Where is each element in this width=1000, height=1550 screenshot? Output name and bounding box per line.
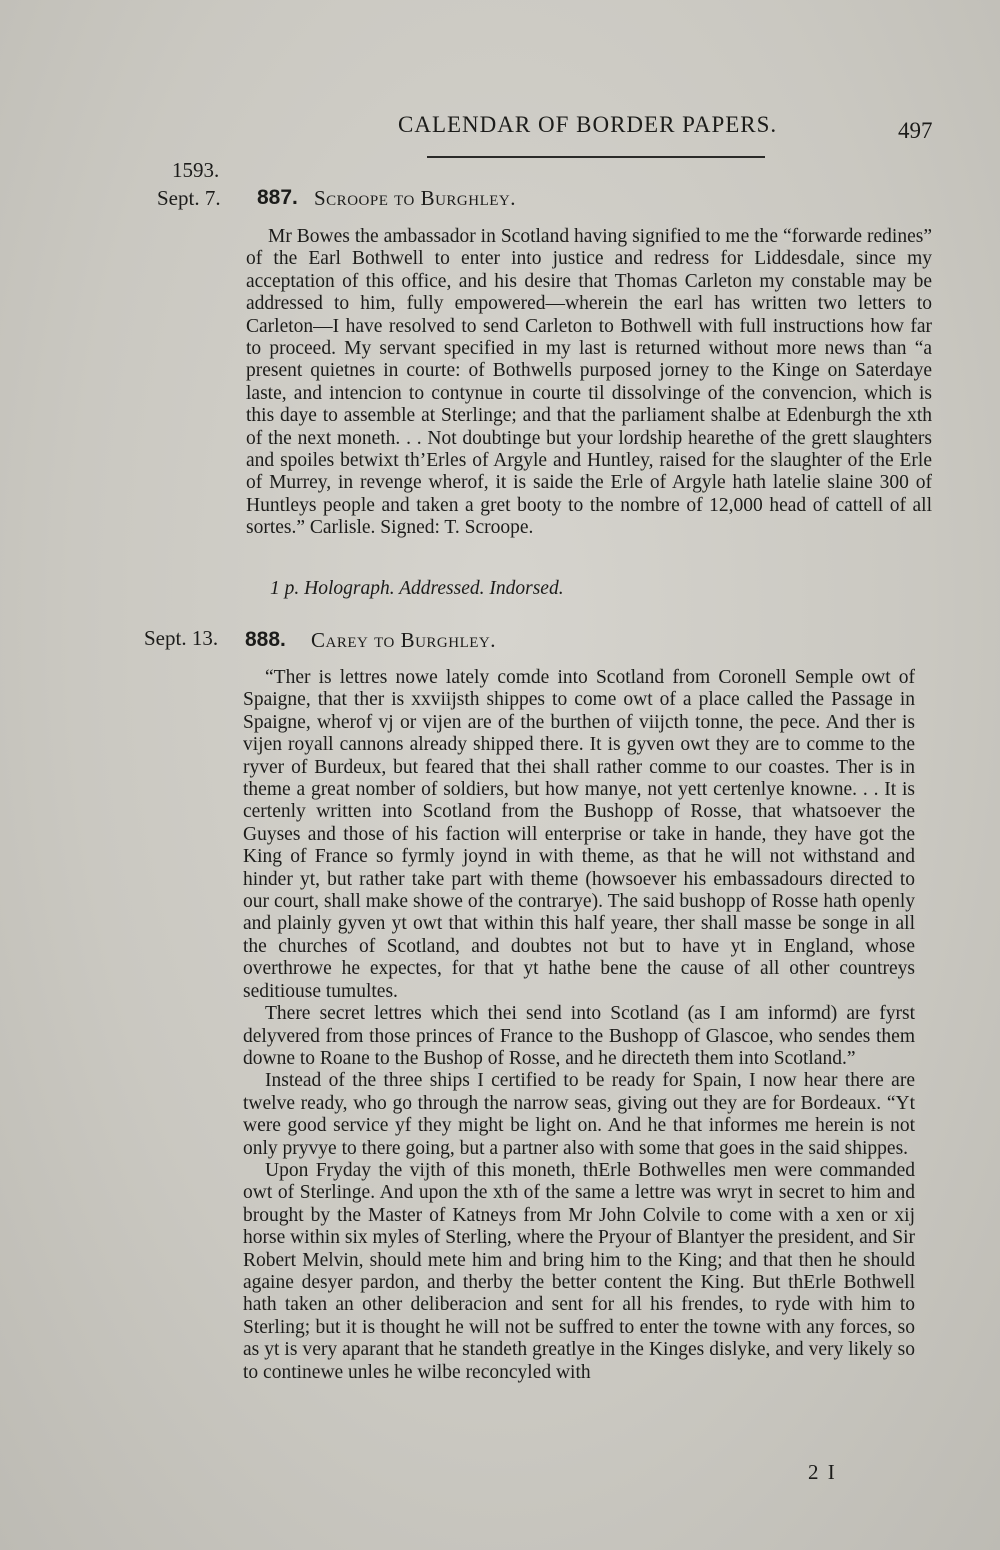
entry-date: Sept. 13. — [144, 626, 219, 650]
entry-title: Carey to Burghley. — [311, 628, 496, 652]
entry-text — [243, 667, 915, 1384]
note-text: Holograph. Addressed. Indorsed. — [304, 578, 564, 599]
paragraph: “Ther is lettres nowe lately comde into Scotland from Coronell Semple owt of Spaigne, that ther is xxviijsth shippes to come owt of a place called the Passage in Spaigne, wherof vj or vijen are of the burthen of viijcth tonne, the pece. And ther is vijen royall cannons already shipped there. It is gyven owt they are to comme to the ryver of Burdeux, but feared that thei shall rather comme to our coastes. Ther is in theme a great nomber of soldiers, but how manye, not yett certenlye knowne. . . It is certenly written into Scotland from the Bushopp of Rosse, that whatsoever the Guyses and those of his faction will enterprise or take in hande, they have got the King of France so fyrmly joynd in with theme, as that he will not withstand and hinder yt, but rather take part with theme (howsoever his embassadours directed to our court, shall make showe of the contrarye). The said bushopp of Rosse hath openly and plainly gyven yt owt that within this half yeare, ther shall masse be songe in all the churches of Scotland, and doubtes not but to have yt in England, whose overthrowe he expectes, for that yt hathe bene the cause of all other countreys seditiouse tumultes. — [243, 667, 915, 1002]
entry-number: 888. — [245, 628, 286, 651]
signature-mark: 2 I — [808, 1460, 837, 1484]
paragraph: Instead of the three ships I certified to be ready for Spain, I now hear there are twelve ready, who go through the narrow seas, giving out they are for Bordeaux. “Yt were good service yf they might be light on. And he that informes me herein is not only pryvye to there going, but a partner also with some that goes in the said shippes. — [243, 1070, 915, 1159]
running-head: CALENDAR OF BORDER PAPERS. — [398, 112, 778, 137]
paragraph: Upon Fryday the vijth of this moneth, thErle Bothwelles men were commanded owt of Sterlinge. And upon the xth of the same a lettre was wryt in secret to him and brought by the Master of Katneys from Mr John Colvile to come with a xen or xij horse within six myles of Sterling, where the Pryour of Blantyer the president, and Sir Robert Melvin, should mete him and bring him to the King; and that then he should againe desyer pardon, and therby the better content the King. But thErle Bothwell hath taken an other deliberacion and sent for all his frendes, to ryde with him to Sterling; but it is thought he will not be suffred to enter the towne with any forces, so as yt is very aparant that he standeth greatlye in the Kinges dislyke, and very likely so to continewe unles he wilbe reconcyled with — [243, 1159, 915, 1383]
paragraph: There secret lettres which thei send into Scotland (as I am informd) are fyrst delyvered from those princes of France to the Bushopp of Glascoe, who sendes them downe to Roane to the Bushop of Rosse, and he directeth them into Scotland.” — [243, 1003, 915, 1069]
entry-year: 1593. — [172, 158, 220, 182]
page-number: 497 — [898, 118, 933, 143]
header-rule — [427, 156, 765, 158]
entry-number: 887. — [257, 186, 298, 209]
entry-text — [246, 226, 932, 540]
entry-note — [270, 578, 564, 600]
entry-date: Sept. 7. — [157, 186, 221, 210]
entry-title: Scroope to Burghley. — [314, 186, 516, 210]
paragraph: Mr Bowes the ambassador in Scotland having signified to me the “forwarde redines” of the Earl Bothwell to enter into justice and redress for Liddesdale, since my acceptation of this office, and his desire that Thomas Carleton my constable may be addressed to him, fully empowered—wherein the earl has written two letters to Carleton—I have resolved to send Carleton to Bothwell with full instructions how far to proceed. My servant specified in my last is returned without more news than “a present quietnes in courte: of Bothwells purposed jorney to the Kinge on Saterdaye laste, and intencion to contynue in courte til dissolvinge of the convencion, which is this daye to assemble at Sterlinge; and that the parliament shalbe at Edenburgh the xth of the next moneth. . . Not doubtinge but your lordship hearethe of the grett slaughters and spoiles betwixt th’Erles of Argyle and Huntley, raised for the slaughter of the Erle of Murrey, in revenge wherof, it is saide the Erle of Argyle hath latelie slaine 300 of Huntleys people and taken a gret booty to the nombre of 12,000 head of cattell of all sortes.” Carlisle. Signed: T. Scroope. — [246, 226, 932, 539]
note-page: 1 p. — [270, 578, 300, 599]
